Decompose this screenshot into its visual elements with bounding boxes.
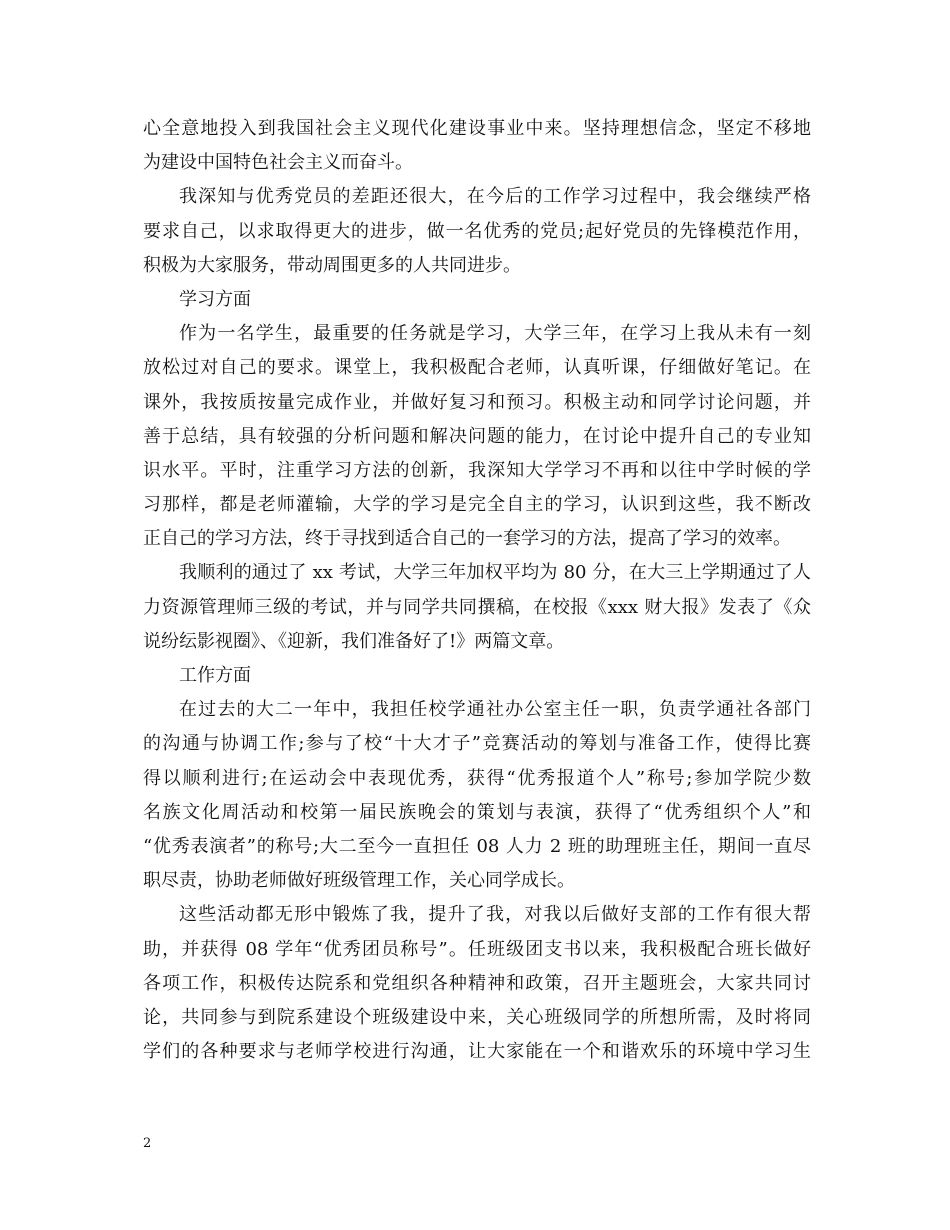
text-line: 心全意地投入到我国社会主义现代化建设事业中来。坚持理想信念，坚定不移地 bbox=[143, 118, 811, 139]
document-body bbox=[143, 112, 811, 1069]
text-line: 职尽责，协助老师做好班级管理工作，关心同学成长。 bbox=[143, 870, 575, 892]
text-line: 识水平。平时，注重学习方法的创新，我深知大学学习不再和以往中学时候的学 bbox=[143, 459, 811, 481]
paragraph bbox=[143, 317, 811, 556]
text-line: 正自己的学习方法，终于寻找到适合自己的一套学习的方法，提高了学习的效率。 bbox=[143, 528, 791, 550]
paragraph bbox=[143, 898, 811, 1069]
text-line: 放松过对自己的要求。课堂上，我积极配合老师，认真听课，仔细做好笔记。在 bbox=[143, 357, 811, 379]
text-line: “优秀表演者”的称号;大二至今一直担任 08 人力 2 班的助理班主任，期间一直尽 bbox=[143, 835, 811, 857]
text-line: 积极为大家服务，带动周围更多的人共同进步。 bbox=[143, 254, 521, 276]
text-line: 课外，我按质按量完成作业，并做好复习和预习。积极主动和同学讨论问题，并 bbox=[143, 391, 811, 413]
paragraph bbox=[143, 693, 811, 898]
text-line: 工作方面 bbox=[179, 665, 251, 686]
text-line: 这些活动都无形中锻炼了我，提升了我，对我以后做好支部的工作有很大帮 bbox=[179, 904, 811, 926]
text-line: 习那样，都是老师灌输，大学的学习是完全自主的学习，认识到这些，我不断改 bbox=[143, 494, 811, 516]
text-line: 在过去的大二一年中，我担任校学通社办公室主任一职，负责学通社各部门 bbox=[179, 699, 811, 721]
text-line: 善于总结，具有较强的分析问题和解决问题的能力，在讨论中提升自己的专业知 bbox=[143, 425, 811, 447]
page-number: 2 bbox=[143, 1136, 152, 1151]
paragraph bbox=[143, 112, 811, 180]
paragraph bbox=[143, 659, 811, 693]
text-line: 学们的各种要求与老师学校进行沟通，让大家能在一个和谐欢乐的环境中学习生 bbox=[143, 1041, 811, 1063]
text-line: 各项工作，积极传达院系和党组织各种精神和政策，召开主题班会，大家共同讨 bbox=[143, 972, 811, 994]
text-line: 论，共同参与到院系建设个班级建设中来，关心班级同学的所想所需，及时将同 bbox=[143, 1006, 811, 1028]
text-line: 学习方面 bbox=[179, 288, 251, 310]
text-line: 要求自己，以求取得更大的进步，做一名优秀的党员;起好党员的先锋模范作用， bbox=[143, 220, 811, 242]
text-line: 名族文化周活动和校第一届民族晚会的策划与表演，获得了“优秀组织个人”和 bbox=[143, 801, 811, 823]
text-line: 我顺利的通过了 xx 考试，大学三年加权平均为 80 分，在大三上学期通过了人 bbox=[179, 562, 811, 584]
text-line: 我深知与优秀党员的差距还很大，在今后的工作学习过程中，我会继续严格 bbox=[179, 186, 811, 208]
text-line: 为建设中国特色社会主义而奋斗。 bbox=[143, 152, 413, 174]
text-line: 助，并获得 08 学年“优秀团员称号”。任班级团支书以来，我积极配合班长做好 bbox=[143, 938, 811, 960]
text-line: 得以顺利进行;在运动会中表现优秀，获得“优秀报道个人”称号;参加学院少数 bbox=[143, 767, 811, 789]
paragraph bbox=[143, 180, 811, 283]
text-line: 说纷纭影视圈》、《迎新，我们准备好了!》两篇文章。 bbox=[143, 630, 565, 652]
paragraph bbox=[143, 283, 811, 317]
text-line: 作为一名学生，最重要的任务就是学习，大学三年，在学习上我从未有一刻 bbox=[179, 323, 811, 345]
text-line: 力资源管理师三级的考试，并与同学共同撰稿，在校报《xxx 财大报》发表了《众 bbox=[143, 596, 811, 618]
paragraph bbox=[143, 556, 811, 659]
text-line: 的沟通与协调工作;参与了校“十大才子”竞赛活动的筹划与准备工作，使得比赛 bbox=[143, 733, 811, 755]
